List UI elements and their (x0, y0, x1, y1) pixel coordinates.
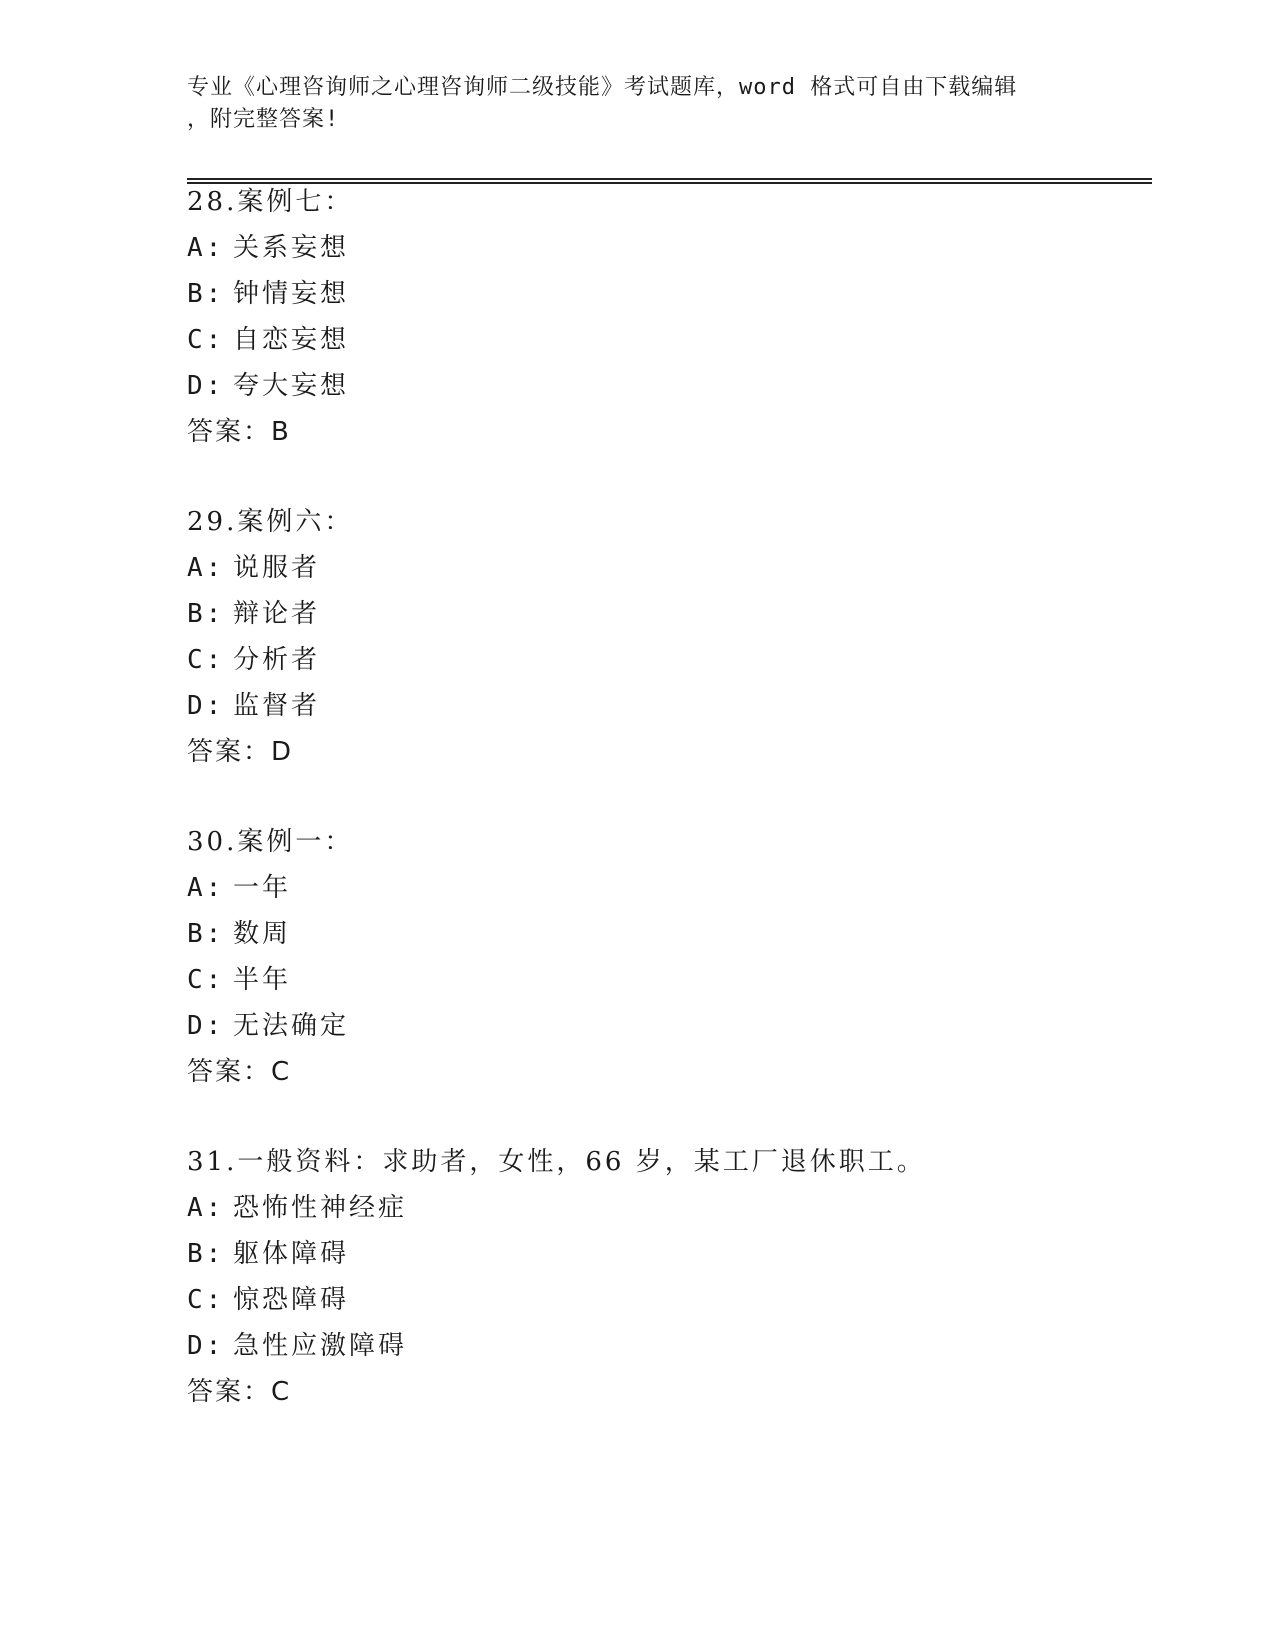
option-d (187, 363, 1187, 409)
option-text: 分析者 (233, 645, 321, 675)
option-text: 监督者 (233, 691, 321, 721)
option-key: A: (187, 873, 225, 903)
option-c (187, 957, 1187, 1003)
option-c (187, 317, 1187, 363)
option-key: D: (187, 691, 225, 721)
option-key: B: (187, 1239, 225, 1269)
option-key: C: (187, 1285, 225, 1315)
option-text: 一年 (233, 873, 292, 903)
option-key: C: (187, 965, 225, 995)
option-key: D: (187, 1011, 225, 1041)
option-text: 躯体障碍 (233, 1239, 350, 1269)
option-key: A: (187, 233, 225, 263)
option-text: 说服者 (233, 553, 321, 583)
option-key: B: (187, 599, 225, 629)
option-c (187, 637, 1187, 683)
option-key: C: (187, 325, 225, 355)
option-text: 无法确定 (233, 1011, 350, 1041)
option-key: D: (187, 1331, 225, 1361)
option-c (187, 1277, 1187, 1323)
option-text: 惊恐障碍 (233, 1285, 350, 1315)
question-stem: 30.案例一： (187, 827, 354, 857)
option-a (187, 545, 1187, 591)
option-d (187, 1323, 1187, 1369)
header-line-2: ，附完整答案! (187, 107, 340, 132)
option-key: C: (187, 645, 225, 675)
question-28 (187, 179, 1187, 455)
option-a (187, 225, 1187, 271)
answer: 答案：B (187, 417, 291, 447)
option-d (187, 1003, 1187, 1049)
option-text: 自恋妄想 (233, 325, 350, 355)
option-b (187, 911, 1187, 957)
option-text: 半年 (233, 965, 292, 995)
option-key: D: (187, 371, 225, 401)
option-key: A: (187, 553, 225, 583)
answer: 答案：C (187, 1377, 292, 1407)
option-text: 钟情妄想 (233, 279, 350, 309)
option-text: 辩论者 (233, 599, 321, 629)
option-b (187, 591, 1187, 637)
option-text: 夸大妄想 (233, 371, 350, 401)
answer: 答案：D (187, 737, 294, 767)
option-text: 关系妄想 (233, 233, 350, 263)
option-text: 数周 (233, 919, 292, 949)
option-d (187, 683, 1187, 729)
question-stem: 28.案例七： (187, 187, 354, 217)
option-key: A: (187, 1193, 225, 1223)
question-stem: 29.案例六： (187, 507, 354, 537)
option-b (187, 271, 1187, 317)
question-31 (187, 1139, 1187, 1415)
document-header (187, 72, 1087, 136)
option-text: 恐怖性神经症 (233, 1193, 408, 1223)
option-text: 急性应激障碍 (233, 1331, 408, 1361)
answer: 答案：C (187, 1057, 292, 1087)
question-stem: 31.一般资料：求助者，女性，66 岁，某工厂退休职工。 (187, 1147, 926, 1177)
question-29 (187, 499, 1187, 775)
question-30 (187, 819, 1187, 1095)
option-a (187, 865, 1187, 911)
option-key: B: (187, 919, 225, 949)
option-b (187, 1231, 1187, 1277)
option-a (187, 1185, 1187, 1231)
option-key: B: (187, 279, 225, 309)
header-line-1: 专业《心理咨询师之心理咨询师二级技能》考试题库，word 格式可自由下载编辑 (187, 75, 1018, 100)
